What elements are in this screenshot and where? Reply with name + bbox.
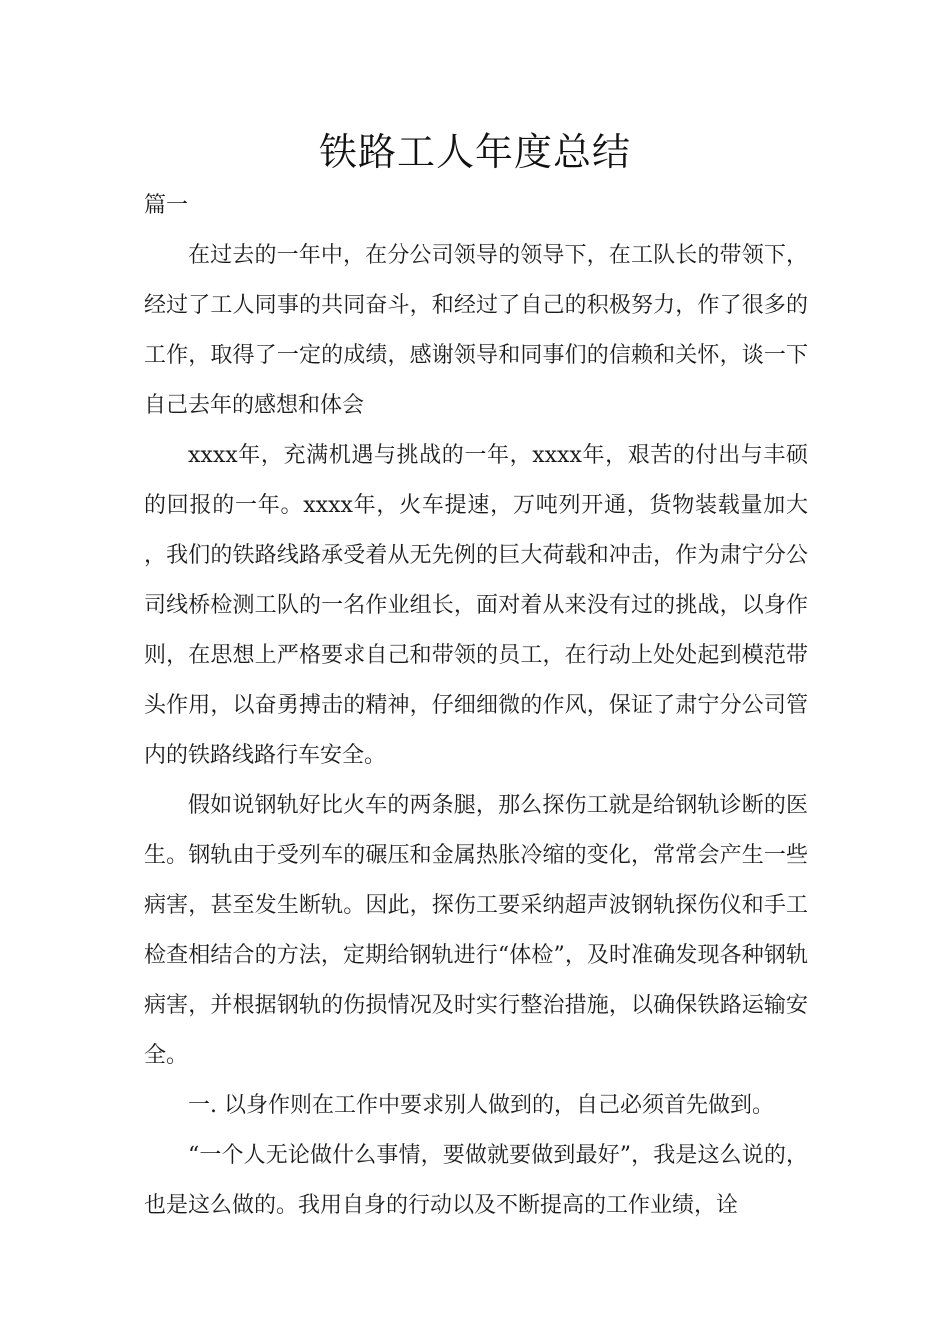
document-title: 铁路工人年度总结 <box>318 130 631 174</box>
paragraph-1: 在过去的一年中，在分公司领导的领导下，在工队长的带领下，经过了工人同事的共同奋斗，和经过了自己的积极努力，作了很多的工作，取得了一定的成绩，感谢领导和同事们的信赖和关怀，谈一下自己去年的感想和体会 <box>144 243 808 418</box>
paragraph-5: “一个人无论做什么事情，要做就要做到最好”，我是这么说的，也是这么做的。我用自身的行动以及不断提高的工作业绩，诠 <box>144 1143 808 1218</box>
paragraph-3: 假如说钢轨好比火车的两条腿，那么探伤工就是给钢轨诊断的医生。钢轨由于受列车的碾压和金属热胀冷缩的变化，常常会产生一些病害，甚至发生断轨。因此，探伤工要采纳超声波钢轨探伤仪和手工检查相结合的方法，定期给钢轨进行“体检”，及时准确发现各种钢轨病害，并根据钢轨的伤损情况及时实行整治措施，以确保铁路运输安全。 <box>144 793 808 1068</box>
document-body <box>144 181 808 1231</box>
paragraph-4-heading: 一. 以身作则在工作中要求别人做到的，自己必须首先做到。 <box>188 1093 774 1118</box>
paragraph-2: xxxx年，充满机遇与挑战的一年，xxxx年，艰苦的付出与丰硕的回报的一年。xxxx年，火车提速，万吨列开通，货物装载量加大，我们的铁路线路承受着从无先例的巨大荷载和冲击，作为肃宁分公司线桥检测工队的一名作业组长，面对着从来没有过的挑战，以身作则，在思想上严格要求自己和带领的员工，在行动上处处起到模范带头作用，以奋勇搏击的精神，仔细细微的作风，保证了肃宁分公司管内的铁路线路行车安全。 <box>144 443 808 768</box>
section-label: 篇一 <box>144 193 189 218</box>
